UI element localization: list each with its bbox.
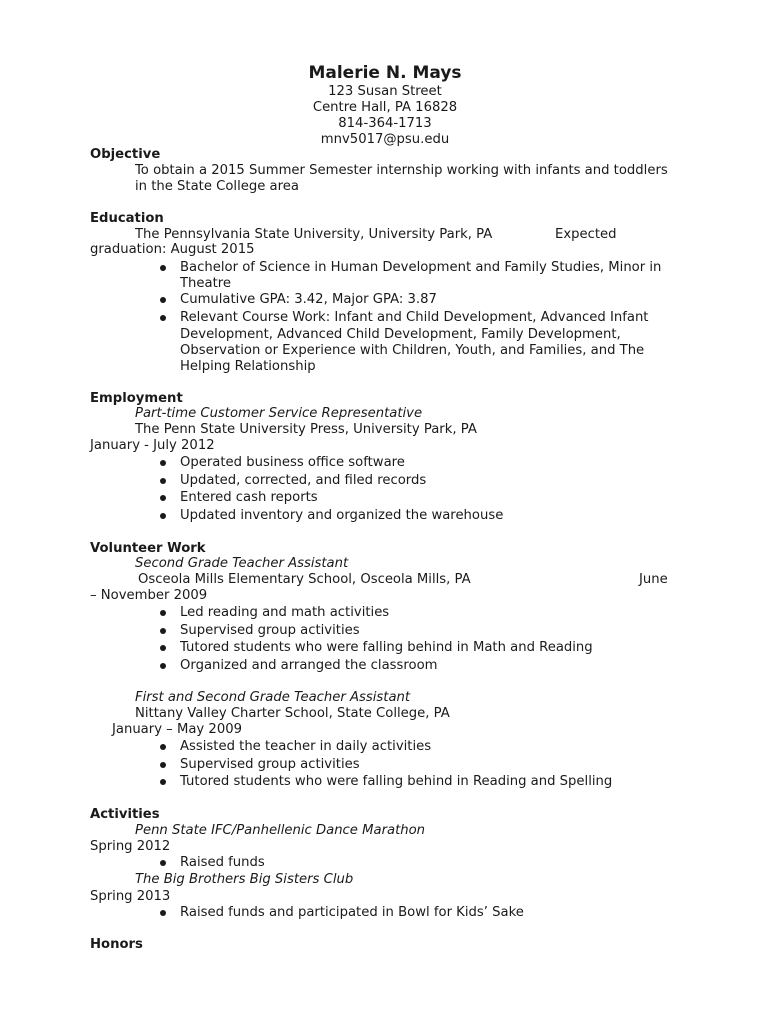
- bullet-icon: [160, 910, 166, 916]
- honors-heading: Honors: [90, 937, 143, 952]
- volunteer-job2-dates: January – May 2009: [112, 722, 242, 737]
- volunteer-job1-duty: Supervised group activities: [180, 623, 360, 638]
- employment-duty: Updated inventory and organized the warehouse: [180, 508, 504, 523]
- education-coursework-line-2: Development, Advanced Child Development, Family Development,: [180, 327, 621, 342]
- education-coursework-line-1: Relevant Course Work: Infant and Child Development, Advanced Infant: [180, 310, 649, 325]
- volunteer-job1-duty: Organized and arranged the classroom: [180, 658, 438, 673]
- activities-heading: Activities: [90, 807, 160, 822]
- education-school: The Pennsylvania State University, University Park, PA: [135, 227, 493, 242]
- activity2-title: The Big Brothers Big Sisters Club: [135, 872, 354, 887]
- bullet-icon: [160, 460, 166, 466]
- volunteer-job2-duty: Assisted the teacher in daily activities: [180, 739, 432, 754]
- education-heading: Education: [90, 211, 164, 226]
- employment-duty: Entered cash reports: [180, 490, 318, 505]
- bullet-icon: [160, 663, 166, 669]
- employment-duty: Operated business office software: [180, 455, 405, 470]
- bullet-icon: [160, 645, 166, 651]
- bullet-icon: [160, 610, 166, 616]
- volunteer-job2-duty: Tutored students who were falling behind in Reading and Spelling: [180, 774, 613, 789]
- volunteer-job1-organization: Osceola Mills Elementary School, Osceola Mills, PA: [138, 572, 471, 587]
- education-expected: Expected: [555, 227, 617, 242]
- education-degree-line-2: Theatre: [180, 276, 232, 291]
- employment-organization: The Penn State University Press, University Park, PA: [135, 422, 477, 437]
- city-state-zip: Centre Hall, PA 16828: [312, 100, 458, 115]
- bullet-icon: [160, 513, 166, 519]
- education-graduation: graduation: August 2015: [90, 242, 255, 257]
- bullet-icon: [160, 744, 166, 750]
- bullet-icon: [160, 628, 166, 634]
- employment-duty: Updated, corrected, and filed records: [180, 473, 427, 488]
- objective-heading: Objective: [90, 147, 161, 162]
- education-degree-line-1: Bachelor of Science in Human Development and Family Studies, Minor in: [180, 260, 662, 275]
- bullet-icon: [160, 860, 166, 866]
- candidate-name: Malerie N. Mays: [308, 63, 462, 83]
- volunteer-job2-title: First and Second Grade Teacher Assistant: [135, 690, 411, 705]
- employment-dates: January - July 2012: [90, 438, 215, 453]
- activity1-detail: Raised funds: [180, 855, 265, 870]
- phone-number: 814-364-1713: [338, 116, 432, 131]
- volunteer-job1-date-rest: – November 2009: [90, 588, 208, 603]
- education-gpa: Cumulative GPA: 3.42, Major GPA: 3.87: [180, 292, 437, 307]
- volunteer-job2-duty: Supervised group activities: [180, 757, 360, 772]
- activity1-date: Spring 2012: [90, 839, 171, 854]
- volunteer-job1-date-start: June: [639, 572, 668, 587]
- resume-header: [90, 62, 680, 148]
- bullet-icon: [160, 495, 166, 501]
- activity2-date: Spring 2013: [90, 889, 171, 904]
- street-address: 123 Susan Street: [328, 84, 442, 99]
- employment-heading: Employment: [90, 391, 183, 406]
- bullet-icon: [160, 762, 166, 768]
- activity1-title: Penn State IFC/Panhellenic Dance Marathon: [135, 823, 426, 838]
- bullet-icon: [160, 779, 166, 785]
- objective-text-line-2: in the State College area: [135, 179, 299, 194]
- bullet-icon: [160, 297, 166, 303]
- bullet-icon: [160, 315, 166, 321]
- volunteer-heading: Volunteer Work: [90, 541, 206, 556]
- objective-text-line-1: To obtain a 2015 Summer Semester internship working with infants and toddlers: [135, 163, 668, 178]
- education-coursework-line-3: Observation or Experience with Children, Youth, and Families, and The: [180, 343, 645, 358]
- employment-job-title: Part-time Customer Service Representative: [135, 406, 423, 421]
- volunteer-job1-duty: Led reading and math activities: [180, 605, 390, 620]
- bullet-icon: [160, 478, 166, 484]
- volunteer-job1-duty: Tutored students who were falling behind in Math and Reading: [180, 640, 593, 655]
- bullet-icon: [160, 265, 166, 271]
- email-address: mnv5017@psu.edu: [320, 132, 450, 147]
- activity2-detail: Raised funds and participated in Bowl for Kids’ Sake: [180, 905, 524, 920]
- volunteer-job2-organization: Nittany Valley Charter School, State College, PA: [135, 706, 450, 721]
- volunteer-job1-title: Second Grade Teacher Assistant: [135, 556, 349, 571]
- education-coursework-line-4: Helping Relationship: [180, 359, 316, 374]
- resume-page: [90, 0, 680, 1024]
